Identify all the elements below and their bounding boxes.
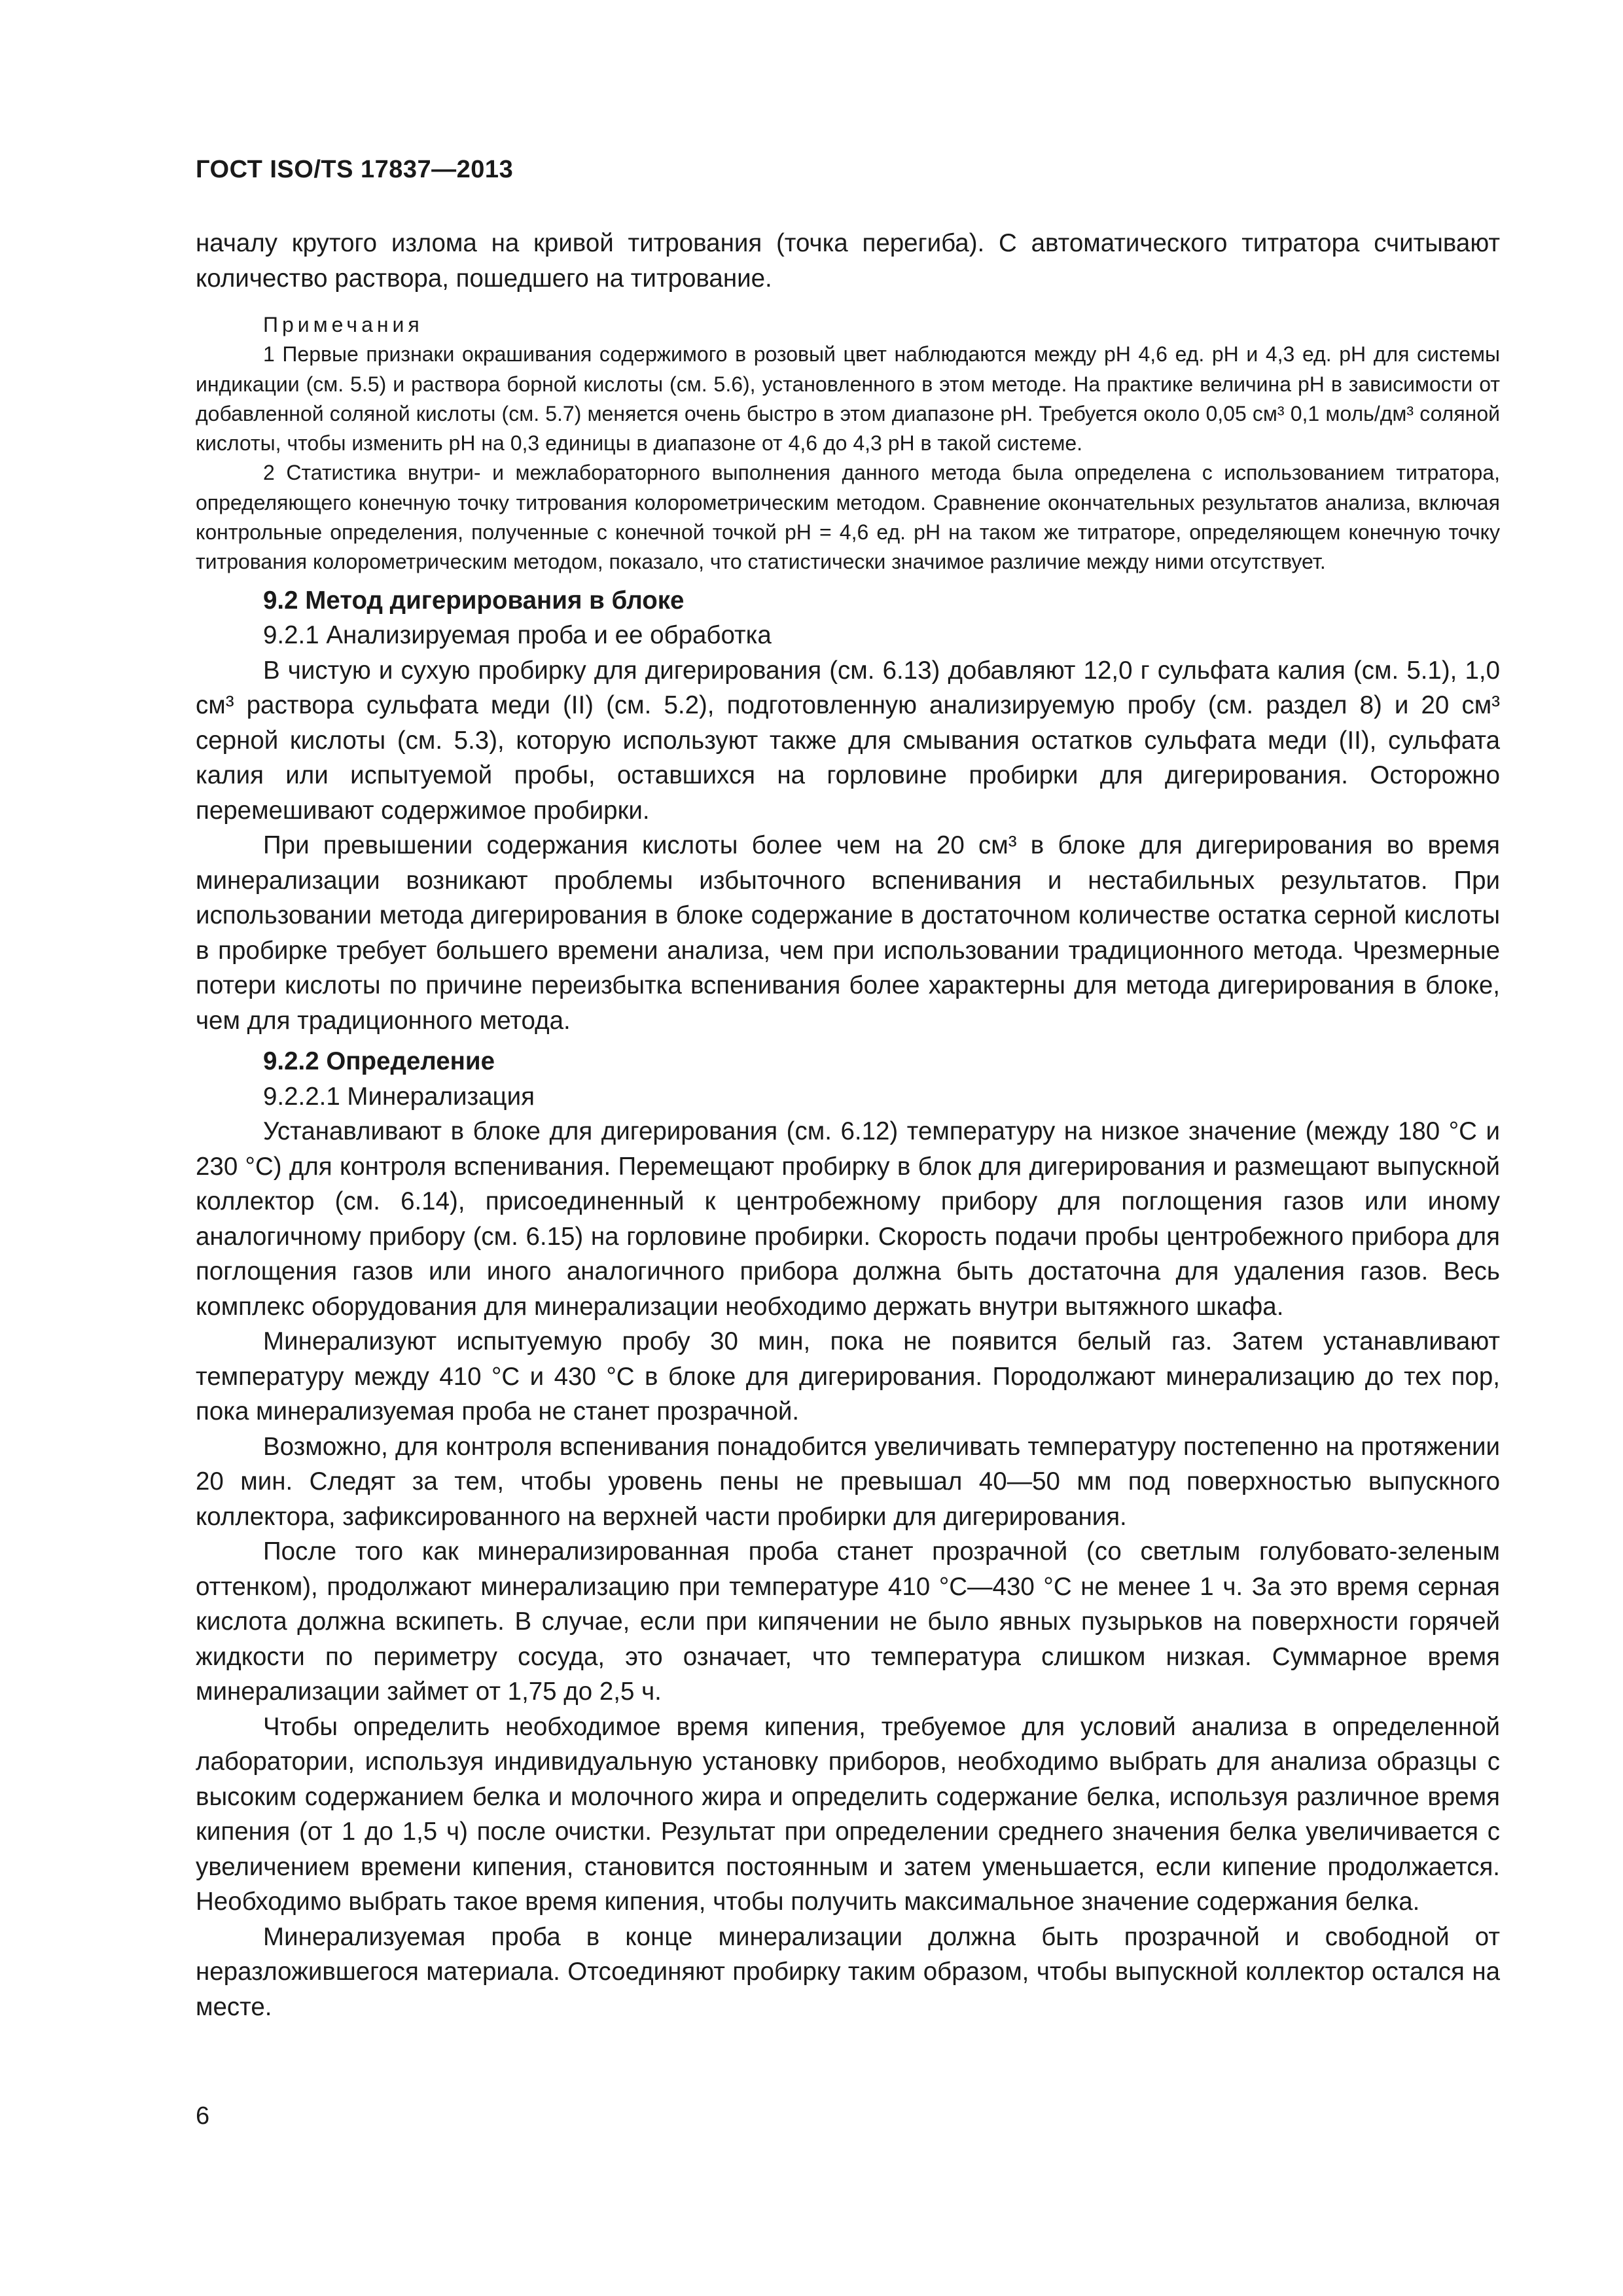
section-heading-9-2-2: 9.2.2 Определение: [263, 1047, 495, 1076]
paragraph: После того как минерализированная проба станет прозрачной (со светлым голубовато-зеленым оттенком), продолжают минерализацию при температуре 410 °С—430 °С не менее 1 ч. За это время серная кислота должна вскипеть. В случае, если при кипячении не было явных пузырьков на поверхности горячей жидкости по периметру сосуда, это означает, что температура слишком низкая. Суммарное время минерализации займет от 1,75 до 2,5 ч.: [196, 1537, 1500, 1706]
paragraph: В чистую и сухую пробирку для дигерирования (см. 6.13) добавляют 12,0 г сульфата калия (см. 5.1), 1,0 см³ раствора сульфата меди (II) (см. 5.2), подготовленную анализируемую пробу (см. раздел 8) и 20 см³ серной кислоты (см. 5.3), которую используют также для смывания остатков сульфата меди (II), сульфата калия или испытуемой пробы, оставшихся на горловине пробирки для дигерирования. Осторожно перемешивают содержимое пробирки.: [196, 656, 1500, 825]
paragraph: Возможно, для контроля вспенивания понадобится увеличивать температуру постепенно на протяжении 20 мин. Следят за тем, чтобы уровень пены не превышал 40—50 мм под поверхностью выпускного коллектора, зафиксированного на верхней части пробирки для дигерирования.: [196, 1432, 1500, 1531]
intro-paragraph: началу крутого излома на кривой титрования (точка перегиба). С автоматического титратора считывают количество раствора, пошедшего на титрование.: [196, 229, 1500, 293]
section-heading-9-2: 9.2 Метод дигерирования в блоке: [263, 586, 685, 615]
page-number: 6: [196, 2102, 210, 2130]
paragraph: Устанавливают в блоке для дигерирования (см. 6.12) температуру на низкое значение (между 180 °С и 230 °С) для контроля вспенивания. Перемещают пробирку в блок для дигерирования и размещают выпускной коллектор (см. 6.14), присоединенный к центробежному прибору для поглощения газов или иному аналогичному прибору (см. 6.15) на горловине пробирки. Скорость подачи пробы центробежного прибора для поглощения газов или иного аналогичного прибора должна быть достаточна для удаления газов. Весь комплекс оборудования для минерализации необходимо держать внутри вытяжного шкафа.: [196, 1117, 1500, 1321]
page-content: [196, 226, 1500, 2024]
subsection-9-2-2-1: 9.2.2.1 Минерализация: [263, 1082, 535, 1111]
document-header: ГОСТ ISO/TS 17837—2013: [196, 156, 514, 183]
paragraph: Минерализуют испытуемую пробу 30 мин, пока не появится белый газ. Затем устанавливают температуру между 410 °С и 430 °С в блоке для дигерирования. Породолжают минерализацию до тех пор, пока минерализуемая проба не станет прозрачной.: [196, 1327, 1500, 1426]
paragraph: Чтобы определить необходимое время кипения, требуемое для условий анализа в определенной лаборатории, используя индивидуальную установку приборов, необходимо выбрать для анализа образцы с высоким содержанием белка и молочного жира и определить содержание белка, используя различное время кипения (от 1 до 1,5 ч) после очистки. Результат при определении среднего значения белка увеличивается с увеличением времени кипения, становится постоянным и затем уменьшается, если кипение продолжается. Необходимо выбрать такое время кипения, чтобы получить максимальное значение содержания белка.: [196, 1712, 1500, 1916]
notes-block: [196, 310, 1500, 577]
subsection-9-2-1: 9.2.1 Анализируемая проба и ее обработка: [263, 621, 772, 650]
paragraph: Минерализуемая проба в конце минерализации должна быть прозрачной и свободной от неразложившегося материала. Отсоединяют пробирку таким образом, чтобы выпускной коллектор остался на месте.: [196, 1922, 1500, 2021]
note-1: 1 Первые признаки окрашивания содержимого в розовый цвет наблюдаются между pH 4,6 ед. pH и 4,3 ед. pH для системы индикации (см. 5.5) и раствора борной кислоты (см. 5.6), установленного в этом методе. На практике величина pH в зависимости от добавленной соляной кислоты (см. 5.7) меняется очень быстро в этом диапазоне pH. Требуется около 0,05 см³ 0,1 моль/дм³ соляной кислоты, чтобы изменить pH на 0,3 единицы в диапазоне от 4,6 до 4,3 pH в такой системе.: [196, 342, 1501, 456]
paragraph: При превышении содержания кислоты более чем на 20 см³ в блоке для дигерирования во время минерализации возникают проблемы избыточного вспенивания и нестабильных результатов. При использовании метода дигерирования в блоке содержание в достаточном количестве остатка серной кислоты в пробирке требует большего времени анализа, чем при использовании традиционного метода. Чрезмерные потери кислоты по причине переизбытка вспенивания более характерны для метода дигерирования в блоке, чем для традиционного метода.: [196, 831, 1500, 1035]
note-2: 2 Статистика внутри- и межлабораторного выполнения данного метода была определена с использованием титратора, определяющего конечную точку титрования колорометрическим методом. Сравнение окончательных результатов анализа, включая контрольные определения, полученные с конечной точкой pH = 4,6 ед. pH на таком же титраторе, определяющем конечную точку титрования колорометрическим методом, показало, что статистически значимое различие между ними отсутствует.: [196, 461, 1500, 574]
notes-title: Примечания: [263, 313, 423, 336]
